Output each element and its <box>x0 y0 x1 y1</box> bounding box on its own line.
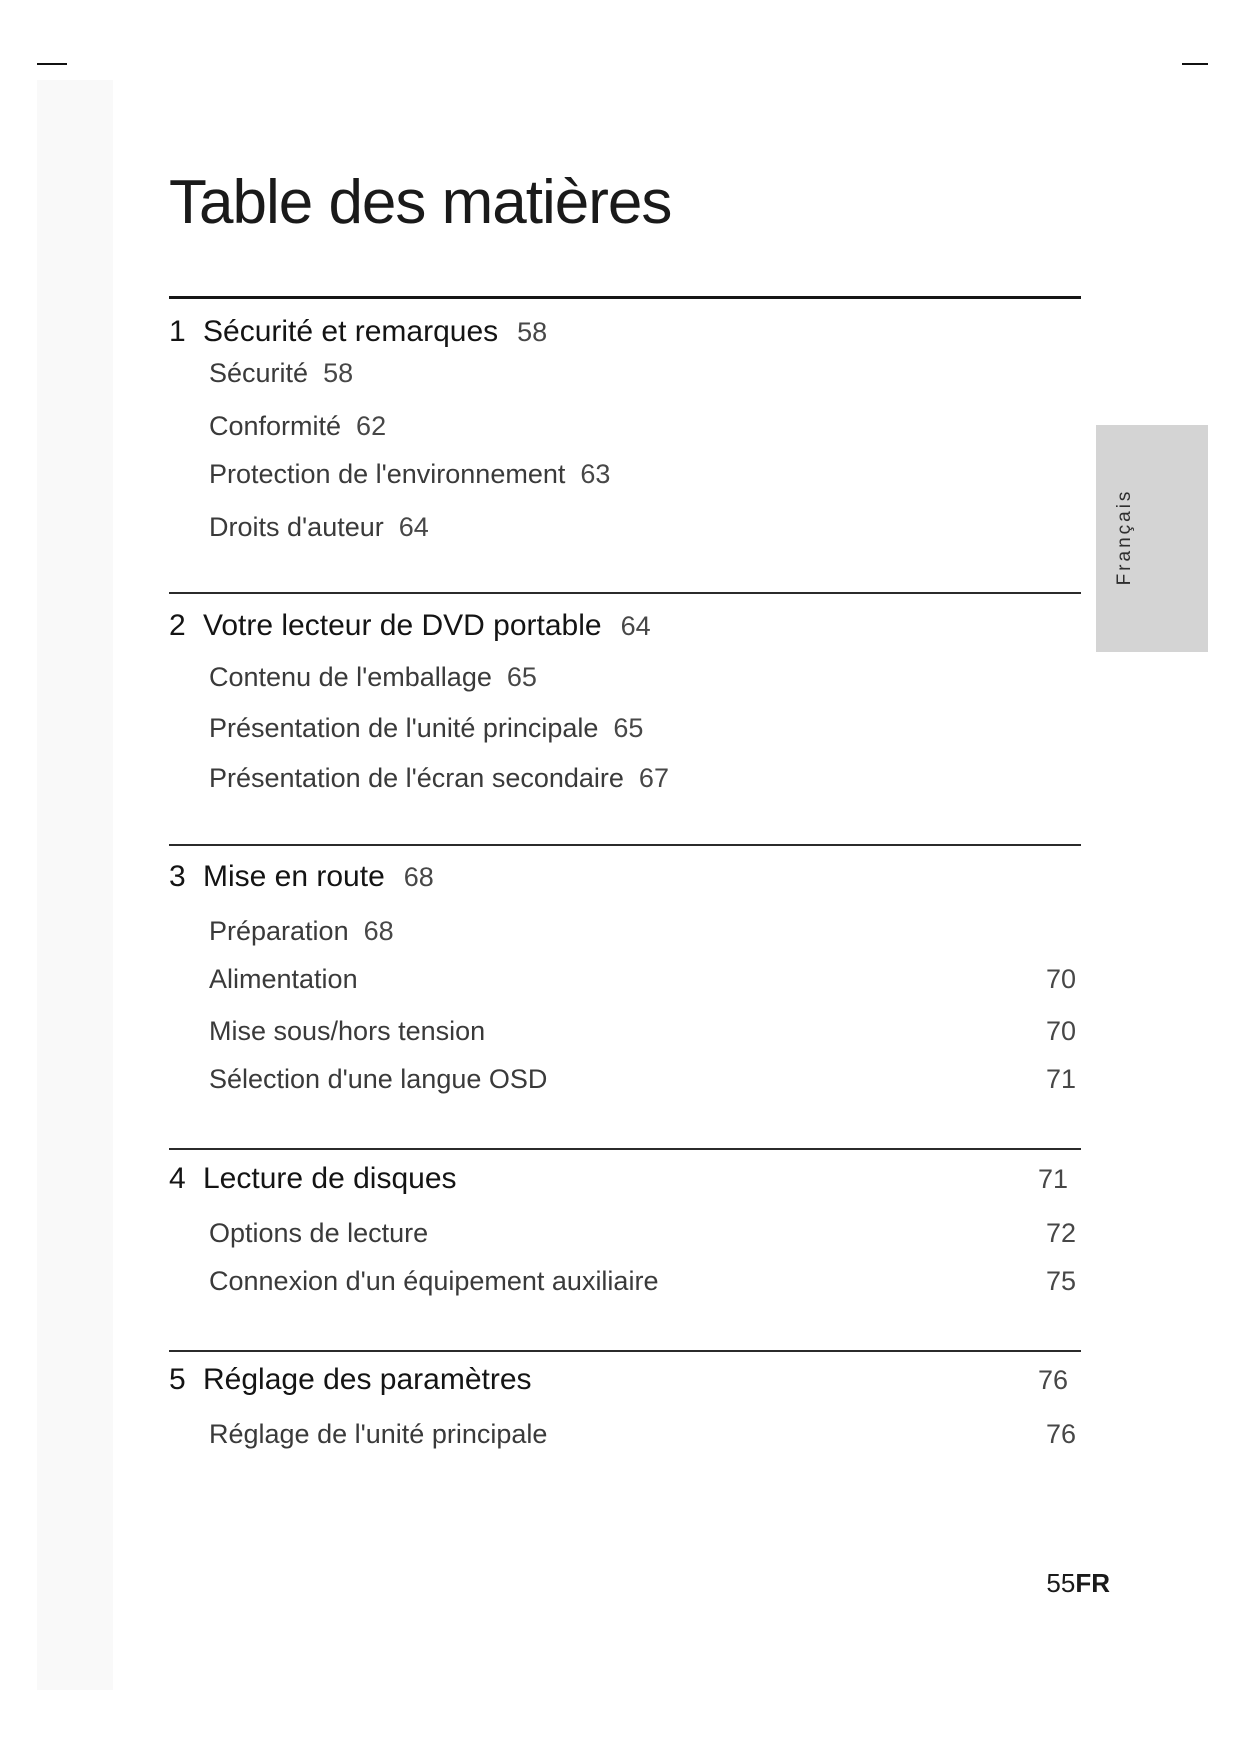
entry-title: Réglage de l'unité principale <box>209 1419 548 1449</box>
entry-page-number: 72 <box>1045 1218 1076 1248</box>
entry-page-number: 63 <box>580 459 611 489</box>
toc-entry <box>209 1263 1076 1299</box>
entry-page-number: 65 <box>506 662 537 692</box>
entry-title: Sélection d'une langue OSD <box>209 1064 548 1094</box>
entry-title: Conformité <box>209 411 342 441</box>
entry-title: Préparation <box>209 916 349 946</box>
section-rule <box>169 592 1081 594</box>
page-footer <box>1046 1565 1110 1601</box>
entry-title: Droits d'auteur <box>209 512 384 542</box>
language-tab <box>1096 425 1208 652</box>
toc-entry <box>209 456 1076 492</box>
section-page-number: 68 <box>403 862 434 892</box>
scan-shadow <box>37 80 113 1690</box>
section-number: 3 <box>169 860 186 893</box>
entry-page-number: 58 <box>323 358 354 388</box>
section-page-number: 64 <box>620 611 651 641</box>
toc-entry <box>209 1416 1076 1452</box>
section-page-number: 58 <box>517 317 548 347</box>
entry-title: Alimentation <box>209 964 358 994</box>
toc-entry <box>209 1061 1076 1097</box>
toc-entry <box>209 509 1076 545</box>
toc-section-heading <box>169 1161 1068 1197</box>
section-rule <box>169 296 1081 299</box>
entry-page-number: 70 <box>1045 964 1076 994</box>
section-page-number: 71 <box>1037 1164 1068 1194</box>
toc-entry <box>209 1215 1076 1251</box>
section-title: Lecture de disques <box>203 1162 457 1195</box>
toc-entry <box>209 760 1076 796</box>
entry-page-number: 70 <box>1045 1016 1076 1046</box>
toc-entry <box>209 355 1076 391</box>
entry-page-number: 62 <box>356 411 387 441</box>
entry-page-number: 68 <box>363 916 394 946</box>
toc-entry <box>209 961 1076 997</box>
section-number: 1 <box>169 315 186 348</box>
section-title: Réglage des paramètres <box>203 1363 532 1396</box>
section-number: 4 <box>169 1162 186 1195</box>
entry-page-number: 76 <box>1045 1419 1076 1449</box>
entry-title: Connexion d'un équipement auxiliaire <box>209 1266 659 1296</box>
language-tab-label: Français <box>1114 488 1135 586</box>
crop-mark-left <box>37 63 67 65</box>
entry-page-number: 75 <box>1045 1266 1076 1296</box>
entry-page-number: 64 <box>398 512 429 542</box>
section-title: Votre lecteur de DVD portable <box>203 609 602 642</box>
section-title: Sécurité et remarques <box>203 315 499 348</box>
entry-title: Présentation de l'unité principale <box>209 713 599 743</box>
entry-title: Sécurité <box>209 358 309 388</box>
crop-mark-right <box>1182 63 1208 65</box>
entry-page-number: 65 <box>613 713 644 743</box>
toc-entry <box>209 710 1076 746</box>
entry-title: Présentation de l'écran secondaire <box>209 763 624 793</box>
section-page-number: 76 <box>1037 1365 1068 1395</box>
section-number: 5 <box>169 1363 186 1396</box>
entry-title: Contenu de l'emballage <box>209 662 492 692</box>
entry-title: Mise sous/hors tension <box>209 1016 486 1046</box>
toc-section-heading <box>169 608 1068 644</box>
toc-section-heading <box>169 859 1068 895</box>
toc-entry <box>209 659 1076 695</box>
entry-title: Protection de l'environnement <box>209 459 566 489</box>
section-rule <box>169 1148 1081 1150</box>
entry-page-number: 67 <box>638 763 669 793</box>
toc-entry <box>209 1013 1076 1049</box>
toc-section-heading <box>169 1362 1068 1398</box>
page-language-code: FR <box>1075 1568 1110 1598</box>
section-title: Mise en route <box>203 860 385 893</box>
section-rule <box>169 1350 1081 1352</box>
entry-title: Options de lecture <box>209 1218 429 1248</box>
toc-entry <box>209 408 1076 444</box>
section-number: 2 <box>169 609 186 642</box>
section-rule <box>169 844 1081 846</box>
page-title: Table des matières <box>169 168 672 237</box>
page-number: 55 <box>1046 1568 1076 1598</box>
entry-page-number: 71 <box>1045 1064 1076 1094</box>
toc-section-heading <box>169 314 1068 350</box>
toc-entry <box>209 913 1076 949</box>
